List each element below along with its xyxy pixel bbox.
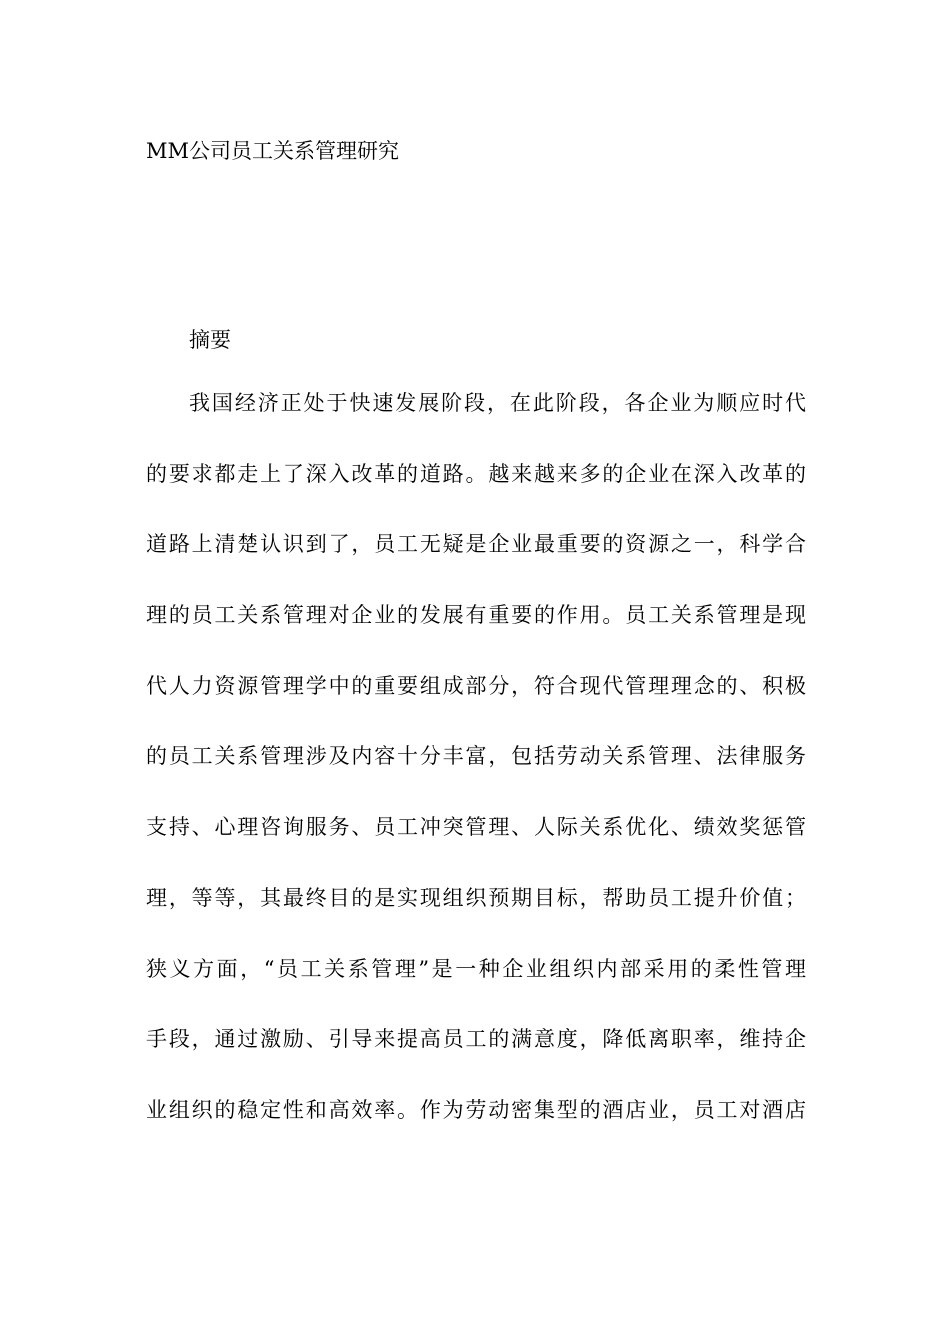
abstract-line: 的员工关系管理涉及内容十分丰富，包括劳动关系管理、法律服务 xyxy=(146,744,806,769)
abstract-heading: 摘要 xyxy=(189,328,231,352)
abstract-line: 代人力资源管理学中的重要组成部分，符合现代管理理念的、积极 xyxy=(146,673,806,698)
document-title: MM公司员工关系管理研究 xyxy=(146,139,400,163)
abstract-line: 业组织的稳定性和高效率。作为劳动密集型的酒店业，员工对酒店 xyxy=(146,1097,806,1122)
abstract-line: 道路上清楚认识到了，员工无疑是企业最重要的资源之一，科学合 xyxy=(146,532,806,557)
abstract-line: 支持、心理咨询服务、员工冲突管理、人际关系优化、绩效奖惩管 xyxy=(146,815,806,840)
abstract-line: 手段，通过激励、引导来提高员工的满意度，降低离职率，维持企 xyxy=(146,1027,806,1052)
abstract-line: 的要求都走上了深入改革的道路。越来越来多的企业在深入改革的 xyxy=(146,461,806,486)
abstract-line: 我国经济正处于快速发展阶段，在此阶段，各企业为顺应时代 xyxy=(189,391,806,415)
abstract-body xyxy=(146,387,806,1165)
abstract-line: 理的员工关系管理对企业的发展有重要的作用。员工关系管理是现 xyxy=(146,603,806,628)
abstract-line: 理，等等，其最终目的是实现组织预期目标，帮助员工提升价值； xyxy=(146,885,806,910)
abstract-line: 狭义方面，“员工关系管理”是一种企业组织内部采用的柔性管理 xyxy=(146,956,806,981)
